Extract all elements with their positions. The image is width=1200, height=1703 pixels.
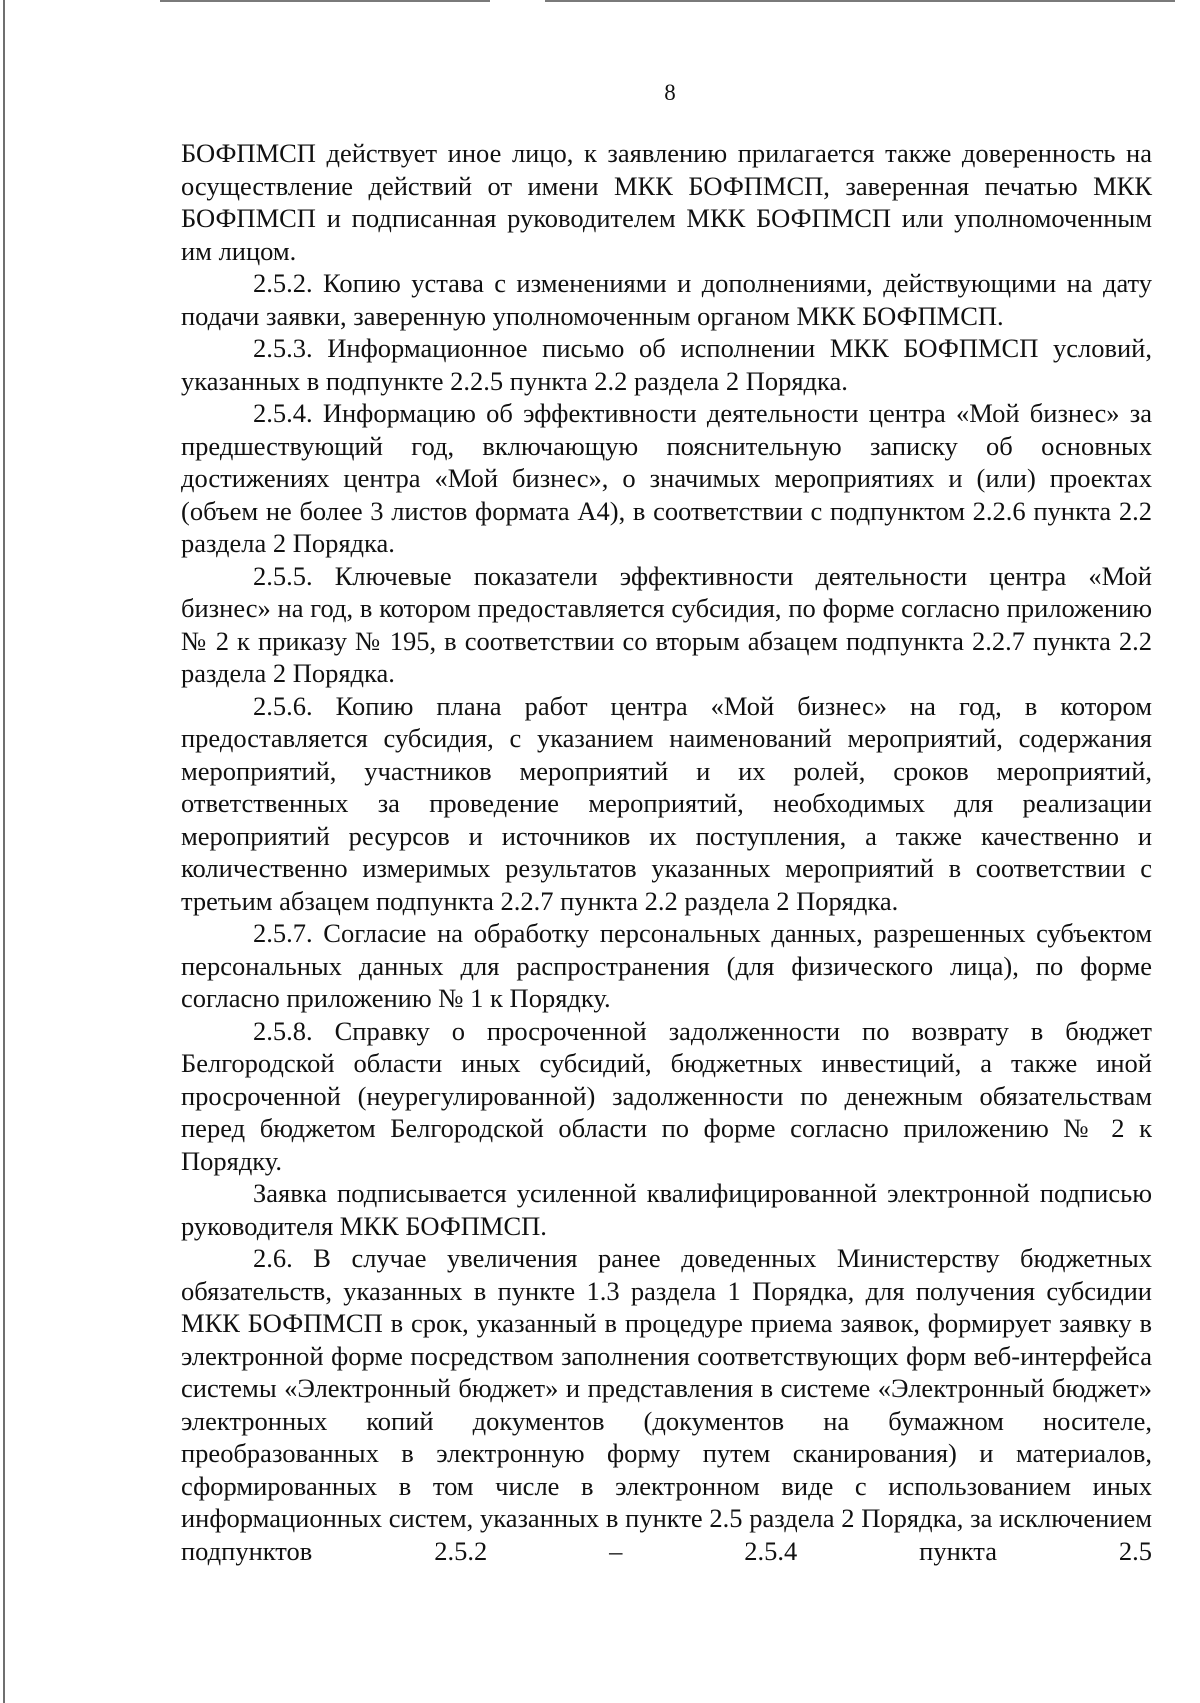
paragraph-2-5-2: 2.5.2. Копию устава с изменениями и дополнениями, действующими на дату подачи заявки, заверенную уполномоченным органом МКК БОФПМСП. [181,268,1152,331]
scan-edge-top [545,0,1175,2]
paragraph-2-5-6: 2.5.6. Копию плана работ центра «Мой бизнес» на год, в котором предоставляется субсидия, с указанием наименований мероприятий, содержания мероприятий, участников мероприятий и их ролей, сроков мероприятий, ответственных за проведение мероприятий, необходимых для реализации мероприятий ресурсов и источников их поступления, а также качественно и количественно измеримых результатов указанных мероприятий в соответствии с третьим абзацем подпункта 2.2.7 пункта 2.2 раздела 2 Порядка. [181,690,1152,916]
paragraph-continuation: БОФПМСП действует иное лицо, к заявлению прилагается также доверенность на осуществление действий от имени МКК БОФПМСП, заверенная печатью МКК БОФПМСП и подписанная руководителем МКК БОФПМСП или уполномоченным им лицом. [181,138,1152,266]
paragraph-2-5-7: 2.5.7. Согласие на обработку персональных данных, разрешенных субъектом персональных данных для распространения (для физического лица), по форме согласно приложению № 1 к Порядку. [181,918,1152,1013]
page-number: 8 [664,80,676,105]
paragraph-2-5-4: 2.5.4. Информацию об эффективности деятельности центра «Мой бизнес» за предшествующий год, включающую пояснительную записку об основных достижениях центра «Мой бизнес», о значимых мероприятиях и (или) проектах (объем не более 3 листов формата А4), в соответствии с подпунктом 2.2.6 пункта 2.2 раздела 2 Порядка. [181,398,1152,558]
paragraph-2-5-8: 2.5.8. Справку о просроченной задолженности по возврату в бюджет Белгородской области иных субсидий, бюджетных инвестиций, а также иной просроченной (неурегулированной) задолженности по денежным обязательствам перед бюджетом Белгородской области по форме согласно приложению № 2 к Порядку. [181,1015,1152,1176]
paragraph-2-5-5: 2.5.5. Ключевые показатели эффективности деятельности центра «Мой бизнес» на год, в котором предоставляется субсидия, по форме согласно приложению № 2 к приказу № 195, в соответствии со вторым абзацем подпункта 2.2.7 пункта 2.2 раздела 2 Порядка. [181,560,1152,688]
scan-edge-left [3,0,5,1703]
paragraph-2-5-3: 2.5.3. Информационное письмо об исполнении МКК БОФПМСП условий, указанных в подпункте 2.2.5 пункта 2.2 раздела 2 Порядка. [181,333,1152,396]
scan-edge-top [160,0,490,2]
paragraph-signature-note: Заявка подписывается усиленной квалифицированной электронной подписью руководителя МКК БОФПМСП. [181,1178,1152,1241]
paragraph-2-6: 2.6. В случае увеличения ранее доведенных Министерству бюджетных обязательств, указанных в пункте 1.3 раздела 1 Порядка, для получения субсидии МКК БОФПМСП в срок, указанный в процедуре приема заявок, формирует заявку в электронной форме посредством заполнения соответствующих форм веб-интерфейса системы «Электронный бюджет» и представления в системе «Электронный бюджет» электронных копий документов (документов на бумажном носителе, преобразованных в электронную форму путем сканирования) и материалов, сформированных в том числе в электронном виде с использованием иных информационных систем, указанных в пункте 2.5 раздела 2 Порядка, за исключением подпунктов 2.5.2 – 2.5.4 пункта 2.5 [181,1243,1152,1566]
document-body [181,137,1152,1567]
